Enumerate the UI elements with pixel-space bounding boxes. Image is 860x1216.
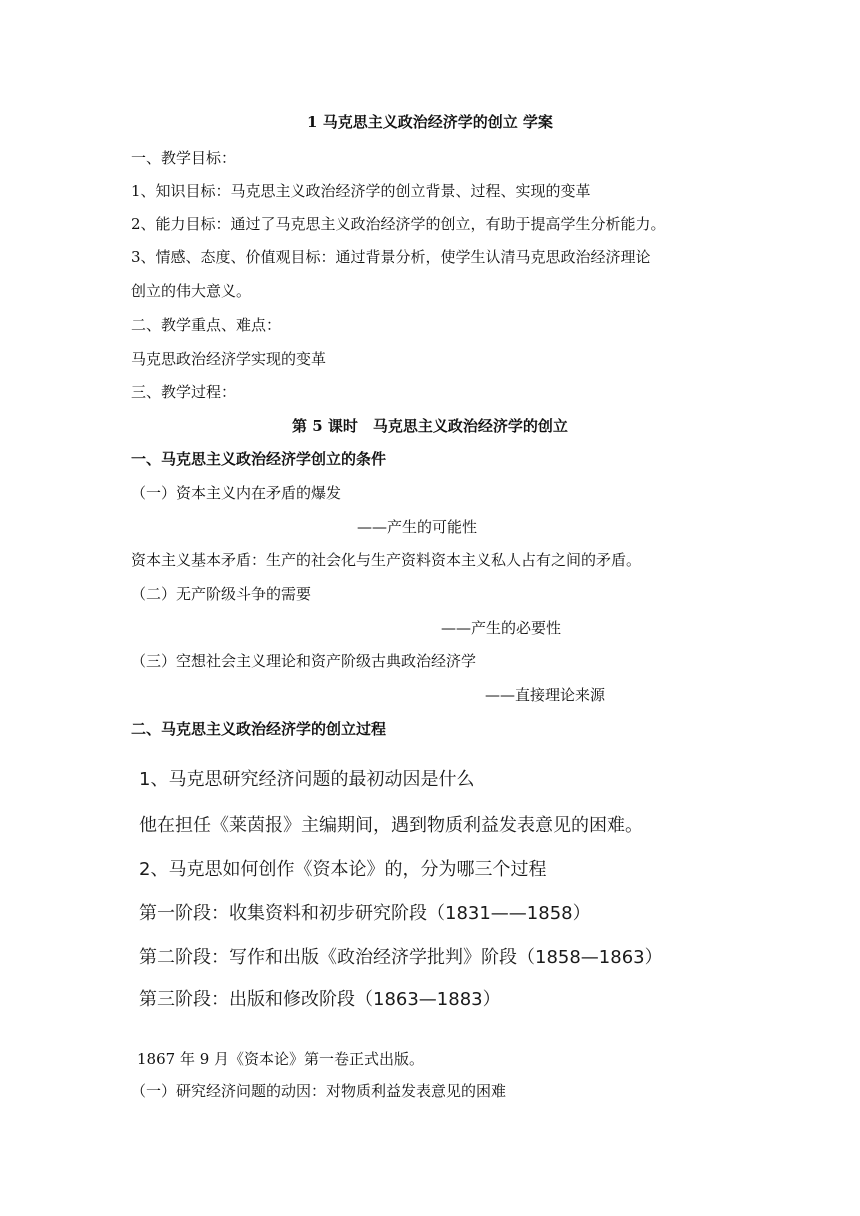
section1-sub2-note: ——产生的必要性: [441, 619, 562, 637]
document-title: 1 马克思主义政治经济学的创立 学案: [307, 113, 553, 131]
objective-values-continued: 创立的伟大意义。: [131, 282, 252, 300]
slide-stage-2: 第二阶段：写作和出版《政治经济学批判》阶段（1858—1863）: [139, 947, 663, 968]
slide-stage-1: 第一阶段：收集资料和初步研究阶段（1831——1858）: [139, 903, 591, 924]
embedded-slide-image: [131, 760, 731, 1035]
publication-note: 1867 年 9 月《资本论》第一卷正式出版。: [137, 1050, 425, 1068]
section1-sub3: （三）空想社会主义理论和资产阶级古典政治经济学: [131, 652, 477, 670]
basic-contradiction: 资本主义基本矛盾：生产的社会化与生产资料资本主义私人占有之间的矛盾。: [131, 551, 642, 569]
section1-sub1-note: ——产生的可能性: [357, 518, 478, 536]
objective-ability: 2、能力目标：通过了马克思主义政治经济学的创立，有助于提高学生分析能力。: [131, 215, 666, 233]
lesson-title: 第 5 课时 马克思主义政治经济学的创立: [292, 417, 568, 435]
objectives-heading: 一、教学目标：: [131, 149, 237, 167]
process-heading: 三、教学过程：: [131, 383, 237, 401]
slide-question-2: 2、马克思如何创作《资本论》的，分为哪三个过程: [139, 859, 547, 880]
section1-heading: 一、马克思主义政治经济学创立的条件: [131, 450, 387, 468]
slide-stage-3: 第三阶段：出版和修改阶段（1863—1883）: [139, 989, 501, 1010]
section2-heading: 二、马克思主义政治经济学的创立过程: [131, 720, 387, 738]
section1-sub2: （二）无产阶级斗争的需要: [131, 585, 312, 603]
key-points-heading: 二、教学重点、难点：: [131, 316, 282, 334]
section1-sub1: （一）资本主义内在矛盾的爆发: [131, 484, 342, 502]
objective-knowledge: 1、知识目标：马克思主义政治经济学的创立背景、过程、实现的变革: [131, 182, 591, 200]
objective-values: 3、情感、态度、价值观目标：通过背景分析，使学生认清马克思政治经济理论: [131, 248, 651, 266]
slide-question-1: 1、马克思研究经济问题的最初动因是什么: [139, 769, 475, 790]
key-points-text: 马克思政治经济学实现的变革: [131, 350, 327, 368]
section1-sub3-note: ——直接理论来源: [485, 686, 606, 704]
section2-sub1: （一）研究经济问题的动因：对物质利益发表意见的困难: [131, 1082, 507, 1100]
slide-answer-1: 他在担任《莱茵报》主编期间，遇到物质利益发表意见的困难。: [139, 815, 643, 836]
